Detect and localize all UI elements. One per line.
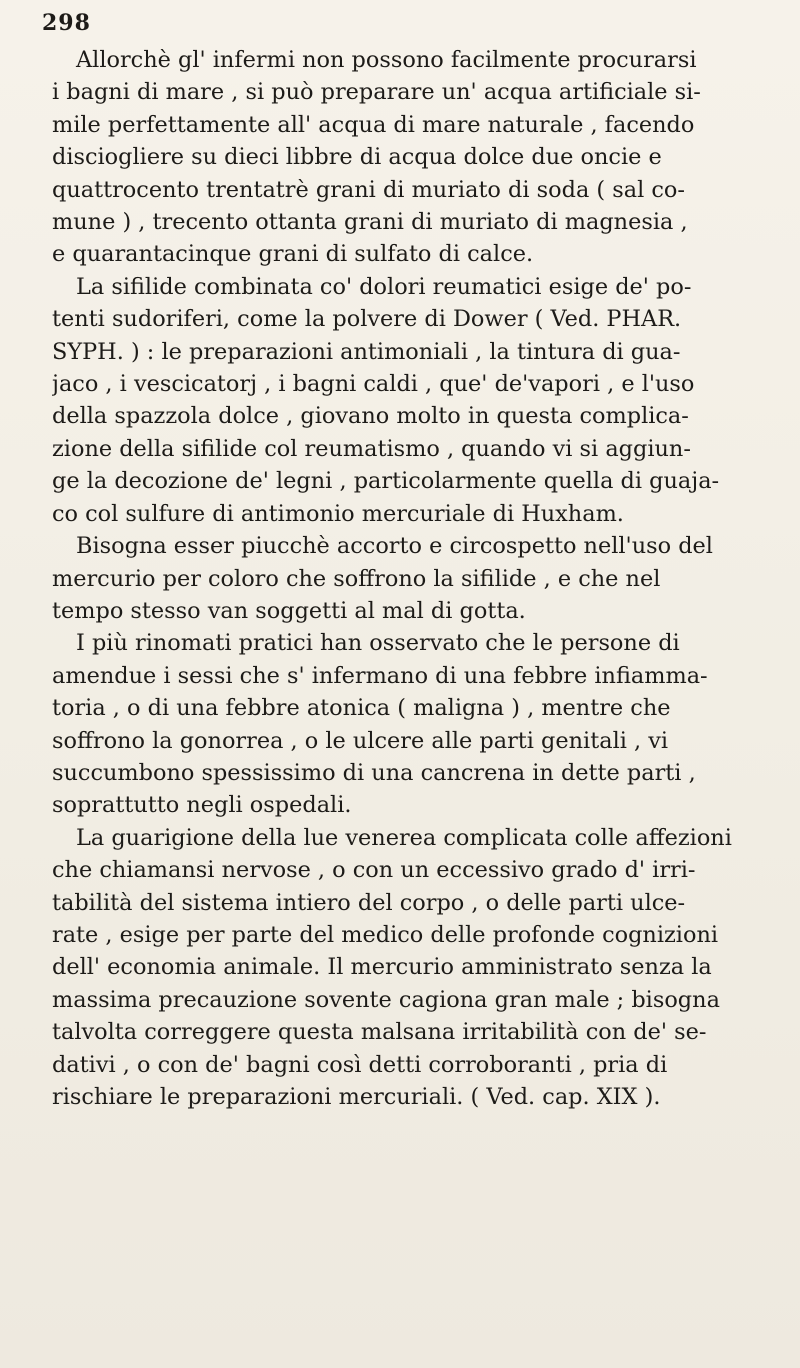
text-line: rischiare le preparazioni mercuriali. ( Ved. cap. XIX ). (52, 1084, 661, 1110)
text-line: massima precauzione sovente cagiona gran male ; bisogna (52, 986, 720, 1013)
paragraph-nervous (52, 822, 768, 1114)
text-line: Bisogna esser piucchè accorto e circospetto nell'uso del (76, 533, 713, 560)
text-line: jaco , i vescicatorj , i bagni caldi , que' de'vapori , e l'uso (52, 371, 695, 398)
text-line: co col sulfure di antimonio mercuriale di Huxham. (52, 500, 624, 527)
paragraph-fever (52, 627, 768, 821)
page-number: 298 (42, 10, 91, 36)
text-line: tempo stesso van soggetti al mal di gotta. (52, 597, 526, 624)
text-line: La sifilide combinata co' dolori reumatici esige de' po- (76, 273, 692, 300)
text-line: mune ) , trecento ottanta grani di muriato di magnesia , (52, 209, 688, 236)
text-line: che chiamansi nervose , o con un eccessivo grado d' irri- (52, 857, 696, 884)
text-line: I più rinomati pratici han osservato che le persone di (76, 630, 680, 657)
text-line: toria , o di una febbre atonica ( maligna ) , mentre che (52, 695, 671, 722)
text-line: dell' economia animale. Il mercurio amministrato senza la (52, 954, 712, 981)
text-line: quattrocento trentatrè grani di muriato di soda ( sal co- (52, 176, 685, 203)
text-line: SYPH. ) : le preparazioni antimoniali , la tintura di gua- (52, 338, 681, 365)
paragraph-gout (52, 530, 768, 627)
text-line: soffrono la gonorrea , o le ulcere alle parti genitali , vi (52, 727, 669, 754)
text-line: talvolta correggere questa malsana irritabilità con de' se- (52, 1019, 707, 1046)
text-line: zione della sifilide col reumatismo , quando vi si aggiun- (52, 435, 691, 462)
paragraph-rheumatism (52, 271, 768, 530)
text-line: e quarantacinque grani di sulfato di calce. (52, 241, 534, 268)
text-line: succumbono spessissimo di una cancrena in dette parti , (52, 759, 696, 786)
text-line: tenti sudoriferi, come la polvere di Dower ( Ved. PHAR. (52, 306, 682, 333)
text-line: dativi , o con de' bagni così detti corroboranti , pria di (52, 1051, 668, 1078)
text-line: ge la decozione de' legni , particolarmente quella di guaja- (52, 468, 720, 495)
text-line: disciogliere su dieci libbre di acqua dolce due oncie e (52, 144, 662, 171)
text-line: mile perfettamente all' acqua di mare naturale , facendo (52, 111, 695, 138)
text-line: della spazzola dolce , giovano molto in questa complica- (52, 403, 689, 430)
text-line: mercurio per coloro che soffrono la sifilide , e che nel (52, 565, 661, 592)
text-line: Allorchè gl' infermi non possono facilmente procurarsi (76, 47, 697, 73)
body-text (52, 44, 768, 1113)
text-line: rate , esige per parte del medico delle profonde cognizioni (52, 921, 719, 948)
paragraph-sea-bath (52, 44, 768, 271)
text-line: soprattutto negli ospedali. (52, 792, 352, 819)
text-line: i bagni di mare , si può preparare un' acqua artificiale si- (52, 79, 701, 106)
text-line: amendue i sessi che s' infermano di una febbre infiamma- (52, 662, 708, 689)
text-line: tabilità del sistema intiero del corpo , o delle parti ulce- (52, 889, 686, 916)
text-line: La guarigione della lue venerea complicata colle affezioni (76, 824, 732, 851)
